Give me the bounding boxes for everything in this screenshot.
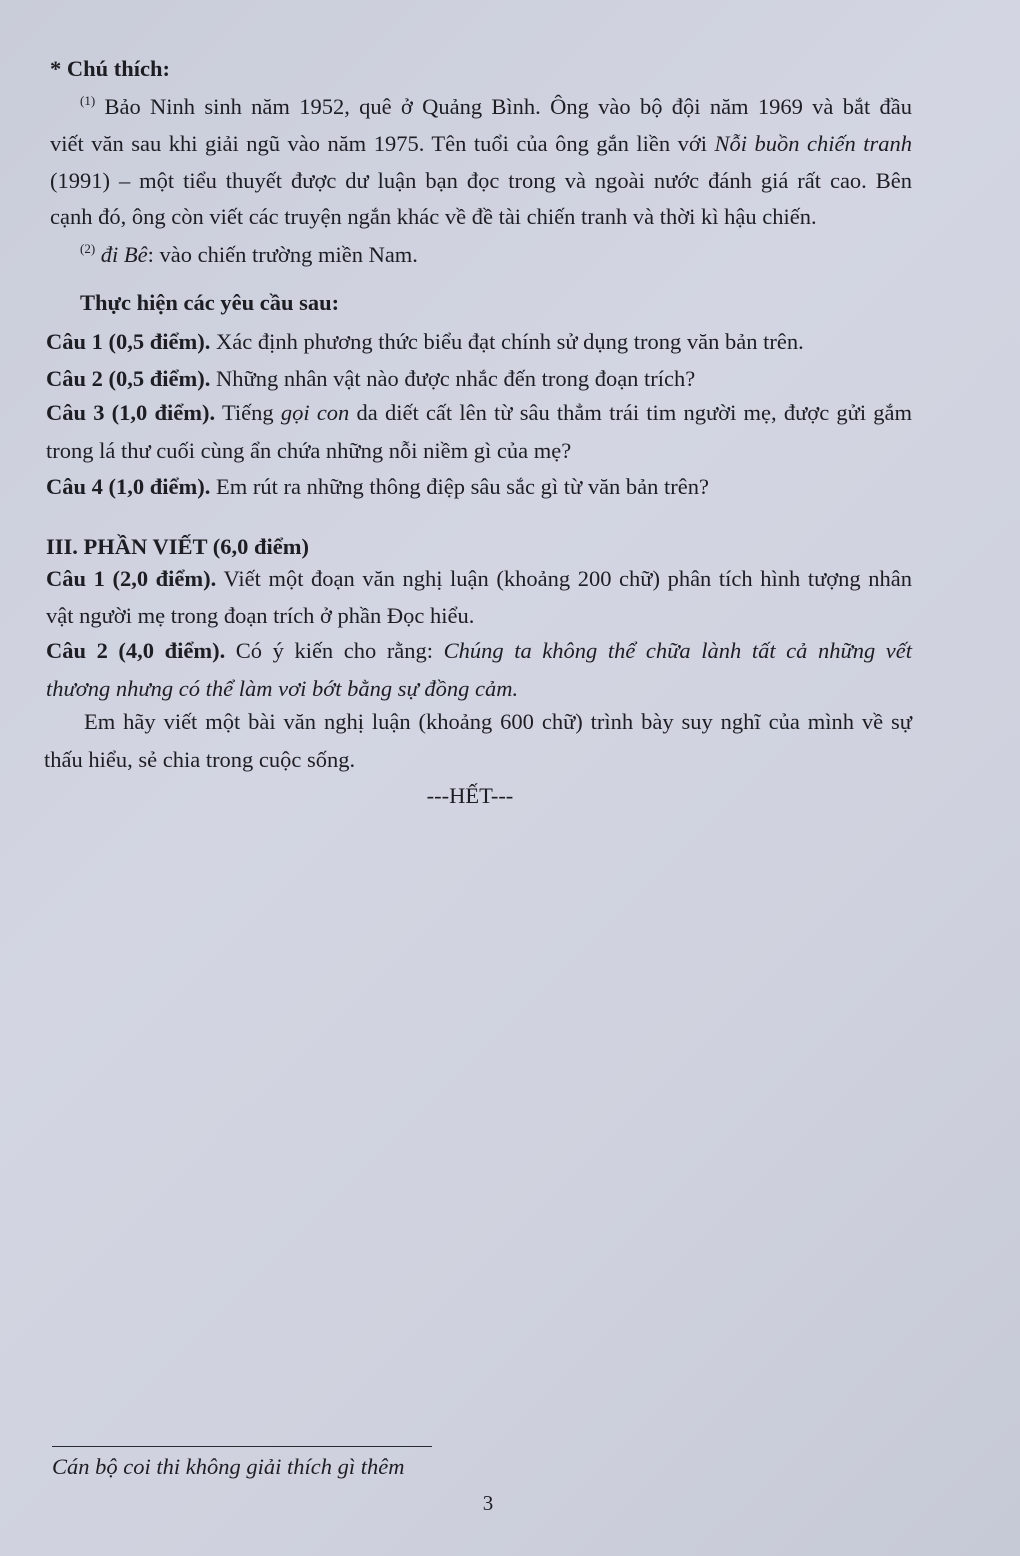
reading-question-3-line2: trong lá thư cuối cùng ẩn chứa những nỗi niềm gì của mẹ?	[46, 438, 572, 463]
c2-text-a: Có ý kiến cho rằng:	[235, 638, 434, 663]
page-number: 3	[482, 1491, 494, 1515]
q1-text: Xác định phương thức biểu đạt chính sử dụng trong văn bản trên.	[216, 329, 804, 354]
note1-text: Bảo Ninh sinh năm 1952, quê ở Quảng Bình. Ông vào bộ đội năm 1969 và bắt đầu	[104, 94, 912, 119]
reading-question-3	[46, 398, 912, 428]
writing-question-1-line2: vật người mẹ trong đoạn trích ở phần Đọc hiểu.	[46, 603, 475, 628]
c2-quote-2: thương nhưng có thể làm vơi bớt bằng sự đồng cảm.	[46, 676, 519, 701]
note1-line2	[50, 129, 912, 159]
note2-line	[80, 240, 912, 270]
c2-quote-1: Chúng ta không thể chữa lành tất cả những vết	[443, 638, 913, 663]
q1-label: Câu 1 (0,5 điểm).	[46, 329, 211, 354]
q3-text-a: Tiếng	[221, 400, 274, 425]
writing-heading: III. PHẦN VIẾT (6,0 điểm)	[46, 534, 309, 559]
note1-line1	[80, 92, 912, 122]
writing-question-2-line3: Em hãy viết một bài văn nghị luận (khoảng 600 chữ) trình bày suy nghĩ của mình về sự	[84, 709, 912, 734]
reading-question-1	[46, 327, 908, 357]
q3-italic: gọi con	[280, 400, 350, 425]
writing-question-2-quote	[46, 674, 908, 704]
writing-question-1	[46, 564, 912, 594]
note1-marker: (1)	[80, 93, 96, 108]
footer-note: Cán bộ coi thi không giải thích gì thêm	[52, 1454, 405, 1479]
q2-label: Câu 2 (0,5 điểm).	[46, 366, 211, 391]
writing-question-2-line4: thấu hiểu, sẻ chia trong cuộc sống.	[44, 747, 356, 772]
note1-text-2: viết văn sau khi giải ngũ vào năm 1975. Tên tuổi của ông gắn liền với	[50, 131, 707, 156]
note2-definition: : vào chiến trường miền Nam.	[147, 242, 418, 267]
note2-term: đi Bê	[100, 242, 148, 267]
c1-line1: Viết một đoạn văn nghị luận (khoảng 200 chữ) phân tích hình tượng nhân	[223, 566, 912, 591]
reading-question-4	[46, 472, 908, 502]
note1-line4: cạnh đó, ông còn viết các truyện ngắn khác về đề tài chiến tranh và thời kì hậu chiến.	[50, 204, 817, 229]
c1-label: Câu 1 (2,0 điểm).	[46, 566, 217, 591]
notes-heading: * Chú thích:	[50, 56, 171, 81]
reading-instruction: Thực hiện các yêu cầu sau:	[80, 290, 340, 315]
note1-line3: (1991) – một tiểu thuyết được dư luận bạn đọc trong và ngoài nước đánh giá rất cao. Bên	[50, 168, 912, 193]
writing-question-2	[46, 636, 912, 666]
end-mark: ---HẾT---	[426, 783, 514, 808]
q4-label: Câu 4 (1,0 điểm).	[46, 474, 211, 499]
q3-text-b: da diết cất lên từ sâu thẳm trái tim người mẹ, được gửi gắm	[356, 400, 913, 425]
novel-title: Nỗi buồn chiến tranh	[714, 131, 913, 156]
q4-text: Em rút ra những thông điệp sâu sắc gì từ văn bản trên?	[216, 474, 710, 499]
note2-marker: (2)	[80, 241, 96, 256]
q2-text: Những nhân vật nào được nhắc đến trong đoạn trích?	[216, 366, 696, 391]
footer-divider	[52, 1446, 432, 1447]
c2-label: Câu 2 (4,0 điểm).	[46, 638, 226, 663]
q3-label: Câu 3 (1,0 điểm).	[46, 400, 216, 425]
reading-question-2	[46, 364, 908, 394]
